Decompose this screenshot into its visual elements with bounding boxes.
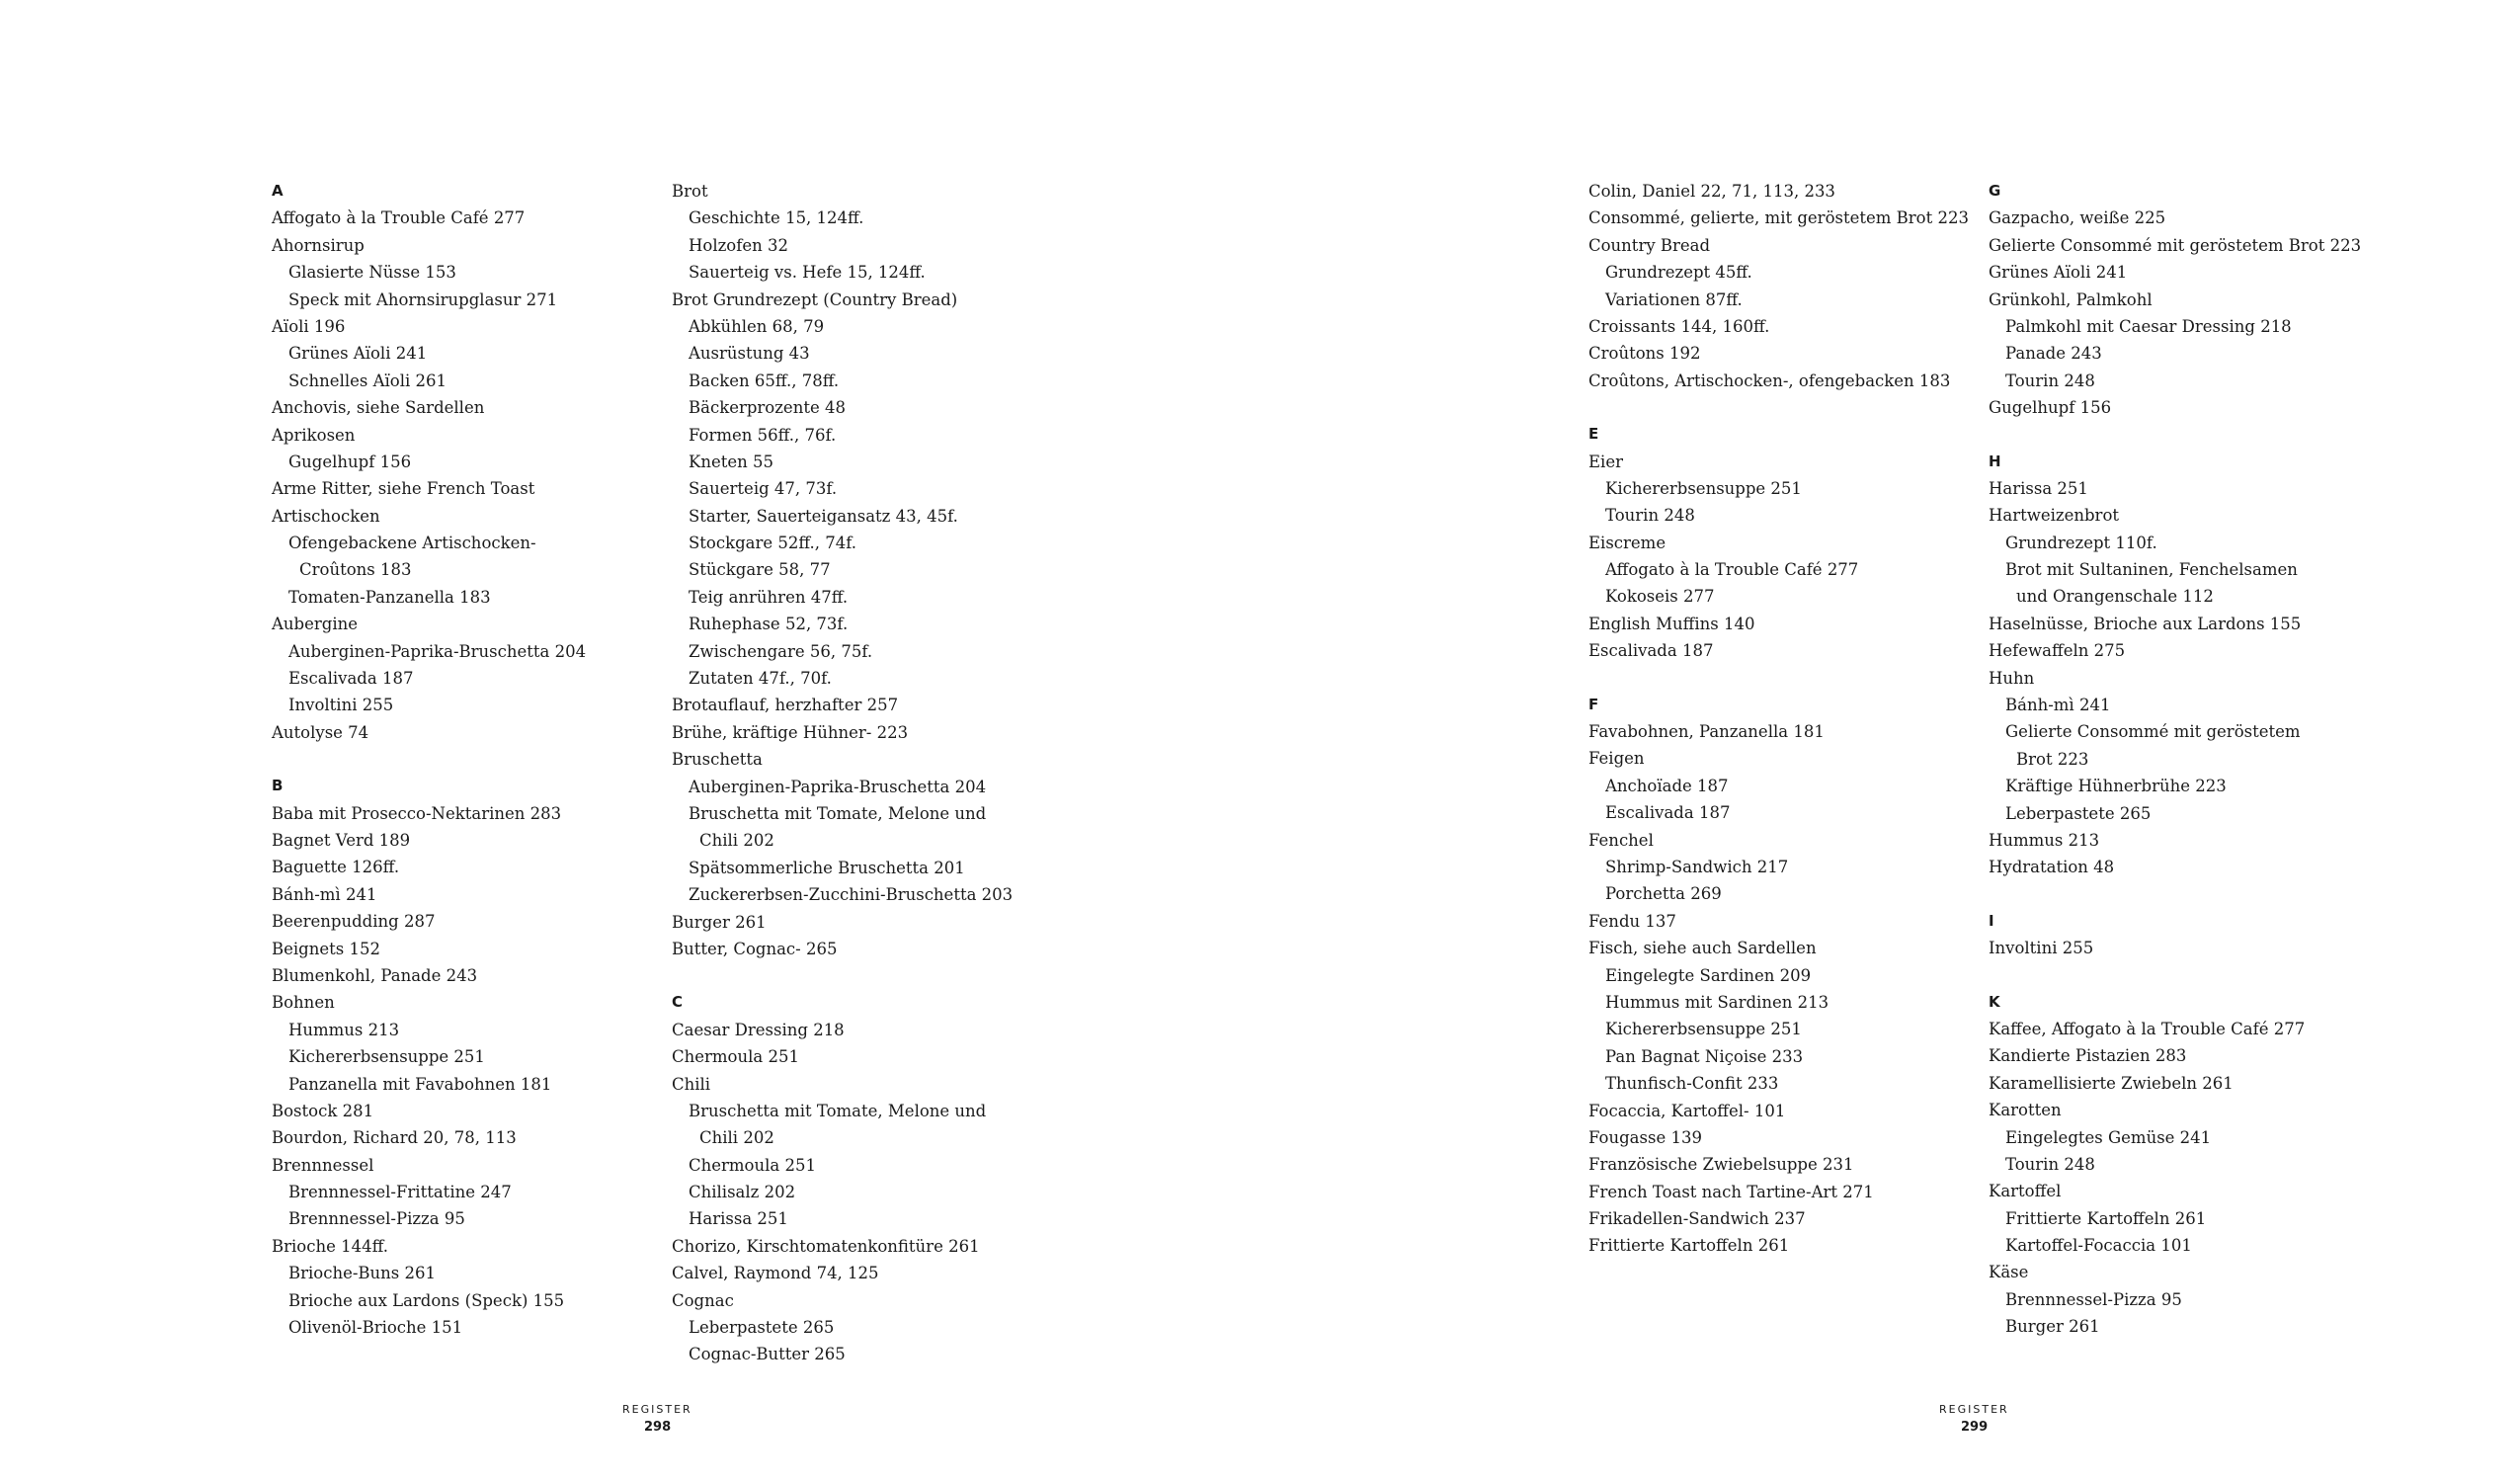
index-letter-group — [1989, 908, 2344, 962]
index-subentry: Brennnessel-Pizza 95 — [288, 1209, 465, 1229]
index-entry: Anchovis, siehe Sardellen — [272, 398, 485, 418]
index-entry: Chermoula 251 — [672, 1047, 799, 1067]
index-letter-heading: K — [1989, 992, 2000, 1011]
index-entry: Bohnen — [272, 993, 335, 1013]
index-entry: Französische Zwiebelsuppe 231 — [1588, 1155, 1854, 1175]
index-subentry: Porchetta 269 — [1605, 884, 1722, 904]
index-entry: Focaccia, Kartoffel- 101 — [1588, 1101, 1786, 1120]
index-entry: Bostock 281 — [272, 1101, 374, 1120]
index-entry: Bruschetta — [672, 750, 763, 770]
index-subentry: Brioche aux Lardons (Speck) 155 — [288, 1290, 565, 1310]
index-letter-group — [272, 178, 627, 746]
index-subentry: Schnelles Aïoli 261 — [288, 370, 447, 390]
index-subentry: Chermoula 251 — [689, 1155, 816, 1175]
index-subentry: Escalivada 187 — [288, 669, 414, 689]
index-subentry: Kartoffel-Focaccia 101 — [2005, 1236, 2192, 1256]
index-subentry: Eingelegte Sardinen 209 — [1605, 965, 1812, 985]
index-subentry: Backen 65ff., 78ff. — [689, 370, 840, 390]
index-entry: Kartoffel — [1989, 1182, 2062, 1201]
index-subentry: Zwischengare 56, 75f. — [689, 641, 873, 661]
index-letter-heading: G — [1989, 182, 2001, 200]
index-letter-group — [672, 989, 1027, 1367]
index-subentry: Panzanella mit Favabohnen 181 — [288, 1074, 552, 1094]
index-entry: French Toast nach Tartine-Art 271 — [1588, 1182, 1874, 1201]
index-entry: Ahornsirup — [272, 235, 365, 255]
index-entry: Hefewaffeln 275 — [1989, 641, 2126, 661]
index-letter-heading: F — [1588, 695, 1599, 713]
index-subentry: Auberginen-Paprika-Bruschetta 204 — [689, 777, 987, 796]
index-subentry: Bruschetta mit Tomate, Melone und — [689, 1101, 987, 1120]
index-letter-heading: I — [1989, 911, 1994, 930]
index-column — [1989, 178, 2362, 1367]
index-column — [1588, 178, 1969, 1286]
page-number: 298 — [644, 1420, 672, 1435]
index-entry: English Muffins 140 — [1588, 614, 1755, 633]
index-letter-group — [1989, 989, 2344, 1341]
index-entry: Karamellisierte Zwiebeln 261 — [1989, 1073, 2234, 1093]
index-subentry: Cognac-Butter 265 — [689, 1345, 846, 1364]
index-subentry: Tourin 248 — [2005, 1154, 2095, 1174]
index-entry: Escalivada 187 — [1588, 641, 1714, 661]
index-entry: Blumenkohl, Panade 243 — [272, 965, 478, 985]
index-subentry: Hummus 213 — [288, 1020, 400, 1039]
index-subentry: Eingelegtes Gemüse 241 — [2005, 1127, 2212, 1147]
index-subentry: Brennnessel-Pizza 95 — [2005, 1289, 2182, 1309]
index-subentry: Tourin 248 — [2005, 370, 2095, 390]
index-subentry: Zutaten 47f., 70f. — [689, 669, 832, 689]
index-entry: Haselnüsse, Brioche aux Lardons 155 — [1989, 614, 2302, 633]
index-entry: Käse — [1989, 1263, 2029, 1282]
index-subentry: Kräftige Hühnerbrühe 223 — [2005, 777, 2227, 796]
index-subentry: Hummus mit Sardinen 213 — [1605, 992, 1829, 1012]
index-subentry: Formen 56ff., 76f. — [689, 425, 837, 445]
index-entry: Affogato à la Trouble Café 277 — [272, 208, 526, 228]
index-subentry: Spätsommerliche Bruschetta 201 — [689, 858, 965, 877]
index-subentry: Burger 261 — [2005, 1317, 2100, 1337]
index-subentry: Geschichte 15, 124ff. — [689, 208, 864, 228]
index-entry: Aprikosen — [272, 425, 356, 445]
index-subentry: Palmkohl mit Caesar Dressing 218 — [2005, 316, 2292, 336]
index-entry: Grünes Aïoli 241 — [1989, 263, 2128, 283]
index-subentry: Kichererbsensuppe 251 — [288, 1047, 485, 1067]
page-footer-left — [622, 1403, 692, 1435]
index-entry: Fisch, siehe auch Sardellen — [1588, 939, 1817, 958]
index-entry: Harissa 251 — [1989, 478, 2088, 498]
index-entry: Artischocken — [272, 506, 380, 526]
index-entry: Burger 261 — [672, 912, 767, 932]
index-entry: Eiscreme — [1588, 533, 1666, 552]
index-entry: Bánh-mì 241 — [272, 884, 377, 904]
index-subentry: Croûtons 183 — [299, 560, 412, 580]
index-subentry: Chilisalz 202 — [689, 1183, 796, 1202]
index-entry: Beerenpudding 287 — [272, 912, 436, 932]
index-letter-group — [1588, 692, 1944, 1260]
index-letter-group — [1989, 449, 2344, 881]
index-subentry: Kokoseis 277 — [1605, 587, 1715, 607]
index-subentry: Involtini 255 — [288, 696, 394, 715]
index-entry: Aïoli 196 — [272, 316, 346, 336]
index-entry: Fendu 137 — [1588, 911, 1676, 931]
index-subentry: Stückgare 58, 77 — [689, 560, 831, 580]
index-subentry: Brot mit Sultaninen, Fenchelsamen — [2005, 560, 2298, 580]
index-entry: Croûtons, Artischocken-, ofengebacken 183 — [1588, 370, 1951, 390]
index-subentry: Kichererbsensuppe 251 — [1605, 1020, 1802, 1039]
index-subentry: Frittierte Kartoffeln 261 — [2005, 1208, 2207, 1228]
index-subentry: Kichererbsensuppe 251 — [1605, 478, 1802, 498]
index-entry: Chorizo, Kirschtomatenkonfitüre 261 — [672, 1236, 980, 1256]
index-subentry: Starter, Sauerteigansatz 43, 45f. — [689, 506, 958, 526]
index-entry: Caesar Dressing 218 — [672, 1020, 845, 1039]
index-subentry: Chili 202 — [699, 831, 774, 851]
index-subentry: Shrimp-Sandwich 217 — [1605, 857, 1789, 876]
index-letter-heading: C — [672, 993, 684, 1012]
index-subentry: Brennnessel-Frittatine 247 — [288, 1183, 512, 1202]
index-entry: Cognac — [672, 1290, 734, 1310]
index-subentry: Bruschetta mit Tomate, Melone und — [689, 803, 987, 823]
index-subentry: Chili 202 — [699, 1128, 774, 1148]
index-entry: Karotten — [1989, 1101, 2062, 1120]
index-entry: Butter, Cognac- 265 — [672, 939, 838, 958]
index-entry: Country Bread — [1588, 235, 1711, 255]
index-subentry: Sauerteig 47, 73f. — [689, 479, 838, 499]
index-subentry: Harissa 251 — [689, 1209, 788, 1229]
index-entry: Brot — [672, 182, 708, 201]
index-entry: Hydratation 48 — [1989, 858, 2115, 877]
index-entry: Arme Ritter, siehe French Toast — [272, 479, 535, 499]
index-entry: Bagnet Verd 189 — [272, 830, 411, 850]
index-subentry: Variationen 87ff. — [1605, 289, 1743, 309]
index-entry: Chili — [672, 1074, 711, 1094]
index-subentry: Stockgare 52ff., 74f. — [689, 534, 857, 553]
index-entry: Favabohnen, Panzanella 181 — [1588, 722, 1825, 742]
index-entry: Aubergine — [272, 615, 358, 634]
index-subentry: Ofengebackene Artischocken- — [288, 534, 536, 553]
index-entry: Croûtons 192 — [1588, 344, 1701, 364]
index-subentry: Olivenöl-Brioche 151 — [288, 1318, 463, 1338]
index-entry: Brioche 144ff. — [272, 1236, 388, 1256]
index-entry: Calvel, Raymond 74, 125 — [672, 1264, 879, 1283]
index-subentry: Auberginen-Paprika-Bruschetta 204 — [288, 641, 587, 661]
index-subentry: Thunfisch-Confit 233 — [1605, 1074, 1779, 1094]
index-subentry: Brioche-Buns 261 — [288, 1264, 437, 1283]
index-entry: Brennnessel — [272, 1155, 374, 1175]
index-subentry: Ruhephase 52, 73f. — [689, 615, 849, 634]
index-column — [272, 178, 627, 1367]
index-entry: Brot Grundrezept (Country Bread) — [672, 289, 958, 309]
index-subentry: Grundrezept 110f. — [2005, 533, 2157, 552]
page-footer-right — [1939, 1403, 2009, 1435]
page-number: 299 — [1961, 1420, 1989, 1435]
index-entry: Beignets 152 — [272, 939, 380, 958]
index-subentry: Leberpastete 265 — [689, 1318, 835, 1338]
index-entry: Brühe, kräftige Hühner- 223 — [672, 722, 909, 742]
index-letter-group — [1588, 178, 1969, 394]
index-letter-group — [272, 773, 627, 1341]
index-entry: Hummus 213 — [1989, 830, 2100, 850]
index-entry: Baguette 126ff. — [272, 858, 400, 877]
index-subentry: Bánh-mì 241 — [2005, 696, 2111, 715]
index-subentry: Tourin 248 — [1605, 506, 1695, 526]
index-subentry: Grundrezept 45ff. — [1605, 263, 1752, 283]
running-footer-label: REGISTER — [1939, 1403, 2009, 1416]
index-subentry: Abkühlen 68, 79 — [689, 316, 825, 336]
index-entry: Baba mit Prosecco-Nektarinen 283 — [272, 803, 562, 823]
index-entry: Autolyse 74 — [272, 722, 369, 742]
index-subentry: Bäckerprozente 48 — [689, 398, 846, 418]
index-subentry: Teig anrühren 47ff. — [689, 587, 849, 607]
index-subentry: Anchoïade 187 — [1605, 776, 1729, 795]
index-entry: Feigen — [1588, 749, 1645, 769]
index-entry: Kaffee, Affogato à la Trouble Café 277 — [1989, 1019, 2306, 1038]
index-subentry: Panade 243 — [2005, 344, 2102, 364]
index-entry: Gazpacho, weiße 225 — [1989, 208, 2166, 228]
index-entry: Gelierte Consommé mit geröstetem Brot 223 — [1989, 235, 2362, 255]
index-entry: Involtini 255 — [1989, 939, 2094, 958]
index-entry: Frikadellen-Sandwich 237 — [1588, 1209, 1806, 1229]
index-letter-heading: H — [1989, 452, 2001, 470]
index-subentry: Holzofen 32 — [689, 235, 788, 255]
index-entry: Fougasse 139 — [1588, 1127, 1702, 1147]
index-letter-heading: E — [1588, 425, 1599, 444]
index-entry: Frittierte Kartoffeln 261 — [1588, 1236, 1790, 1256]
index-subentry: Glasierte Nüsse 153 — [288, 263, 456, 283]
index-entry: Fenchel — [1588, 830, 1654, 850]
index-entry: Hartweizenbrot — [1989, 506, 2120, 526]
index-subentry: Gugelhupf 156 — [288, 452, 412, 471]
index-subentry: Grünes Aïoli 241 — [288, 344, 428, 364]
index-entry: Huhn — [1989, 668, 2035, 688]
index-entry: Colin, Daniel 22, 71, 113, 233 — [1588, 182, 1835, 201]
index-subentry: Gelierte Consommé mit geröstetem — [2005, 722, 2301, 742]
index-subentry: Tomaten-Panzanella 183 — [288, 587, 491, 607]
running-footer-label: REGISTER — [622, 1403, 692, 1416]
index-column — [672, 178, 1027, 1395]
index-entry: Eier — [1588, 452, 1623, 471]
index-letter-heading: B — [272, 777, 284, 795]
index-entry: Grünkohl, Palmkohl — [1989, 289, 2153, 309]
index-subentry: Speck mit Ahornsirupglasur 271 — [288, 289, 558, 309]
index-entry: Consommé, gelierte, mit geröstetem Brot 223 — [1588, 208, 1969, 228]
index-entry: Bourdon, Richard 20, 78, 113 — [272, 1128, 517, 1148]
index-entry: Kandierte Pistazien 283 — [1989, 1046, 2187, 1066]
index-subentry: Pan Bagnat Niçoise 233 — [1605, 1046, 1804, 1066]
index-entry: Gugelhupf 156 — [1989, 398, 2112, 418]
index-subentry: Ausrüstung 43 — [689, 344, 810, 364]
index-subentry: Kneten 55 — [689, 452, 773, 471]
index-letter-group — [1588, 421, 1944, 665]
index-letter-group — [672, 178, 1027, 962]
index-subentry: und Orangenschale 112 — [2016, 587, 2214, 607]
index-subentry: Sauerteig vs. Hefe 15, 124ff. — [689, 263, 926, 283]
index-letter-group — [1989, 178, 2362, 422]
index-subentry: Leberpastete 265 — [2005, 803, 2152, 823]
index-subentry: Escalivada 187 — [1605, 803, 1731, 823]
index-entry: Brotauflauf, herzhafter 257 — [672, 696, 899, 715]
index-subentry: Affogato à la Trouble Café 277 — [1605, 560, 1859, 580]
index-subentry: Brot 223 — [2016, 749, 2089, 769]
index-entry: Croissants 144, 160ff. — [1588, 316, 1770, 336]
index-subentry: Zuckererbsen-Zucchini-Bruschetta 203 — [689, 885, 1014, 905]
index-letter-heading: A — [272, 182, 284, 200]
